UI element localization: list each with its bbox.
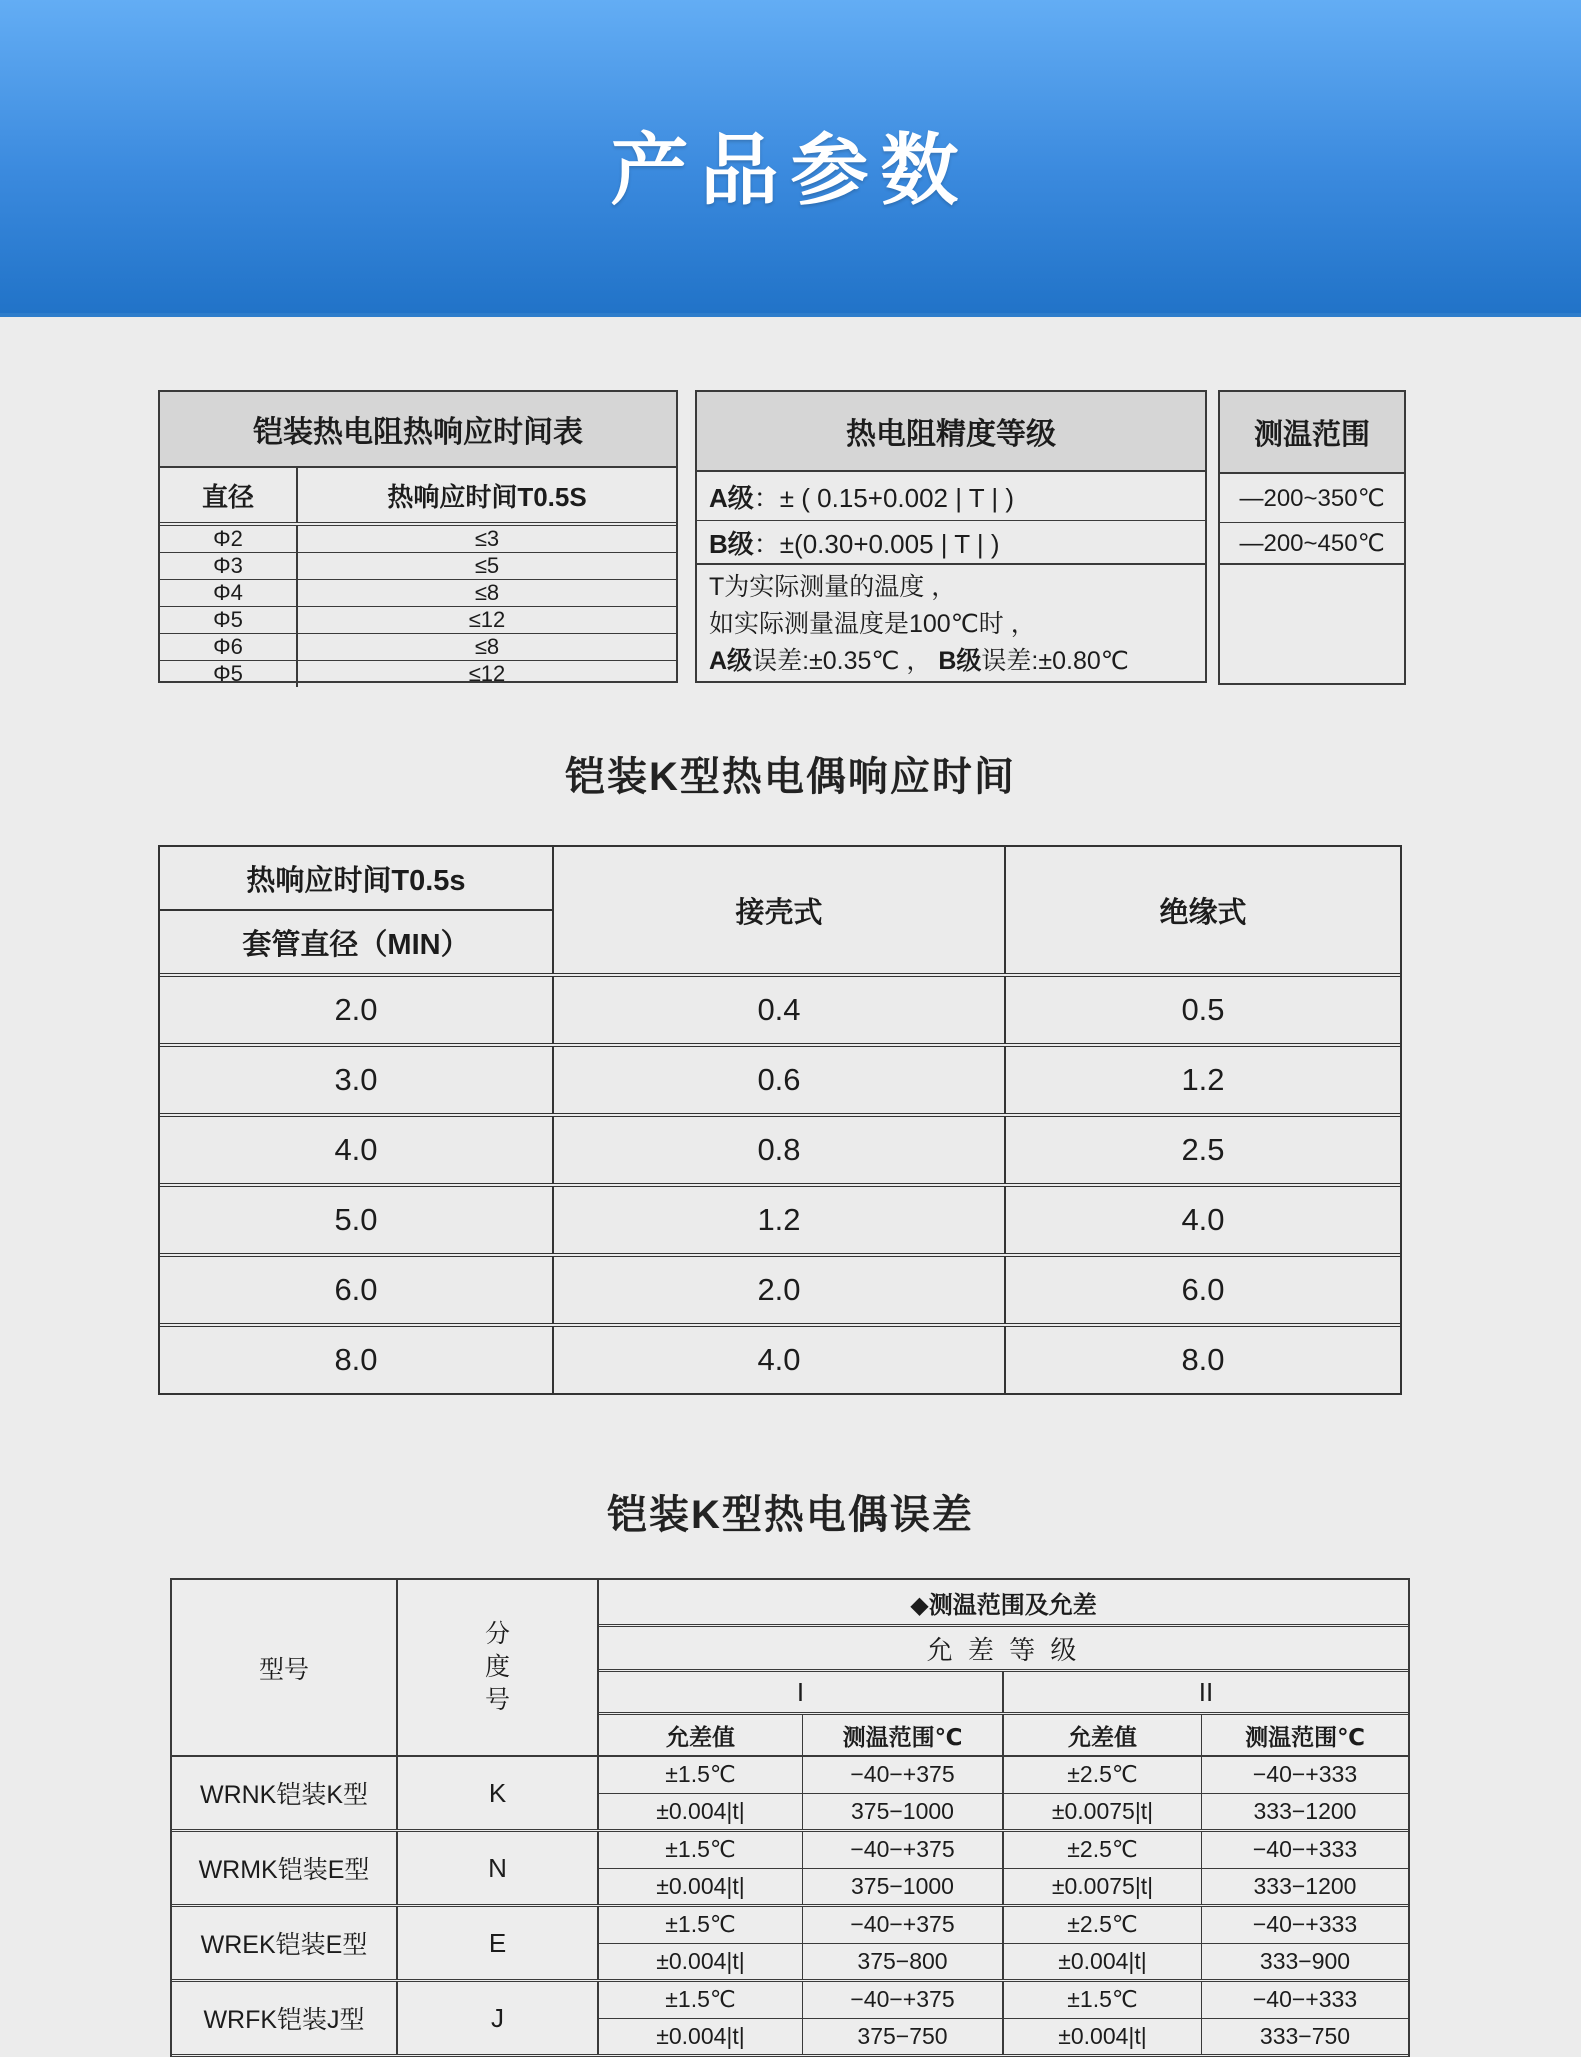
rtd-table-body xyxy=(160,526,676,687)
cell-diameter: Φ6 xyxy=(160,634,298,660)
grade-a-row xyxy=(697,472,1205,521)
k-error-section-title: 铠装K型热电偶误差 xyxy=(607,1493,974,1537)
table-row xyxy=(160,553,676,580)
cell-insulated: 6.0 xyxy=(1181,1272,1225,1307)
cell-diameter: 4.0 xyxy=(160,1117,554,1183)
cell-time: ≤12 xyxy=(468,661,506,686)
page-title: 产品参数 xyxy=(610,126,971,214)
rtd-response-time-table xyxy=(158,390,678,686)
cell-insulated: 1.2 xyxy=(1181,1062,1225,1097)
cell-graduation-code: N xyxy=(398,1832,599,1904)
col-header-shell-type: 接壳式 xyxy=(554,847,1006,973)
cell-diameter: 6.0 xyxy=(160,1257,554,1323)
cell-time: ≤8 xyxy=(474,634,500,659)
accuracy-table-title: 热电阻精度等级 xyxy=(697,392,1205,472)
k-error-table xyxy=(170,1578,1410,2057)
col-header-sheath-diameter: 套管直径（MIN） xyxy=(242,928,470,961)
cell-time: ≤5 xyxy=(474,553,500,578)
col-header-response-time: 热响应时间T0.5S xyxy=(387,481,587,512)
header-tolerance-grade: 允 差 等 级 xyxy=(599,1627,1408,1672)
table-row-wrmk xyxy=(172,1832,1408,1907)
cell-insulated: 4.0 xyxy=(1181,1202,1225,1237)
k-table-header xyxy=(160,847,1400,977)
cell-values xyxy=(599,1757,1408,1829)
header-grade-row xyxy=(599,1672,1408,1715)
cell-diameter: 2.0 xyxy=(160,977,554,1043)
table-row xyxy=(160,526,676,553)
value-line: ±0.004|t| 375−750 ±0.004|t| 333−750 xyxy=(599,2019,1408,2055)
cell-diameter: 8.0 xyxy=(160,1327,554,1393)
cell-values xyxy=(599,1832,1408,1904)
cell-graduation-code: K xyxy=(398,1757,599,1829)
k-table-body xyxy=(160,977,1400,1393)
k-error-header xyxy=(172,1580,1408,1757)
cell-shell: 4.0 xyxy=(554,1327,1006,1393)
subcol-tolerance-2: 允差值 xyxy=(1004,1715,1202,1755)
range-row-2: —200~450℃ xyxy=(1220,523,1404,565)
page-header-banner xyxy=(0,0,1581,317)
table-row xyxy=(160,1187,1400,1257)
grade-a-value: ：± ( 0.15+0.002 | T | ) xyxy=(753,482,1015,513)
cell-diameter: 3.0 xyxy=(160,1047,554,1113)
header-subcolumns-row xyxy=(599,1715,1408,1755)
value-line: ±0.004|t| 375−800 ±0.004|t| 333−900 xyxy=(599,1944,1408,1980)
value-line: ±1.5℃ −40−+375 ±2.5℃ −40−+333 xyxy=(599,1832,1408,1869)
cell-insulated: 2.5 xyxy=(1181,1132,1225,1167)
temperature-range-table xyxy=(1218,390,1406,685)
col-header-diameter: 直径 xyxy=(160,468,298,522)
col-header-model: 型号 xyxy=(172,1580,398,1755)
cell-diameter: Φ2 xyxy=(160,526,298,552)
range-row-1: —200~350℃ xyxy=(1220,474,1404,523)
k-response-time-table xyxy=(158,845,1402,1395)
grade-2-label: II xyxy=(1198,1676,1214,1707)
cell-time: ≤3 xyxy=(474,526,500,551)
cell-model: WRMK铠装E型 xyxy=(172,1832,398,1904)
subcol-range-1: 测温范围℃ xyxy=(803,1715,1004,1755)
value-line: ±1.5℃ −40−+375 ±1.5℃ −40−+333 xyxy=(599,1982,1408,2019)
cell-diameter: Φ3 xyxy=(160,553,298,579)
grade-a-label: A级 xyxy=(709,482,754,513)
cell-insulated: 0.5 xyxy=(1181,992,1225,1027)
grade-b-value: ：±(0.30+0.005 | T | ) xyxy=(753,528,1000,559)
cell-shell: 2.0 xyxy=(554,1257,1006,1323)
cell-insulated: 8.0 xyxy=(1181,1342,1225,1377)
table-row xyxy=(160,977,1400,1047)
table-row xyxy=(160,580,676,607)
accuracy-notes xyxy=(697,565,1205,681)
k-response-section-title: 铠装K型热电偶响应时间 xyxy=(565,755,1016,799)
cell-model: WRFK铠装J型 xyxy=(172,1982,398,2054)
cell-values xyxy=(599,1982,1408,2054)
col-header-response-time: 热响应时间T0.5s xyxy=(160,847,552,911)
col-header-graduation: 分 度 号 xyxy=(398,1580,599,1755)
cell-shell: 0.8 xyxy=(554,1117,1006,1183)
table-row-wrnk xyxy=(172,1757,1408,1832)
table-row xyxy=(160,661,676,687)
cell-diameter: Φ4 xyxy=(160,580,298,606)
col-header-insulated-type: 绝缘式 xyxy=(1159,896,1247,929)
grade-b-row xyxy=(697,521,1205,565)
cell-shell: 1.2 xyxy=(554,1187,1006,1253)
range-empty-row xyxy=(1220,565,1404,683)
value-line: ±0.004|t| 375−1000 ±0.0075|t| 333−1200 xyxy=(599,1869,1408,1905)
note-line-2: 如实际测量温度是100℃时 ， xyxy=(709,610,1036,638)
cell-time: ≤12 xyxy=(468,607,506,632)
grade-1-label: I xyxy=(599,1672,1004,1712)
cell-diameter: 5.0 xyxy=(160,1187,554,1253)
table-row-wrek xyxy=(172,1907,1408,1982)
cell-diameter: Φ5 xyxy=(160,607,298,633)
k-error-header-right xyxy=(599,1580,1408,1755)
table-row-wrfk xyxy=(172,1982,1408,2057)
table-row xyxy=(160,634,676,661)
subcol-range-2: 测温范围℃ xyxy=(1245,1723,1365,1750)
cell-model: WREK铠装E型 xyxy=(172,1907,398,1979)
grade-b-label: B级 xyxy=(709,528,754,559)
value-line: ±1.5℃ −40−+375 ±2.5℃ −40−+333 xyxy=(599,1907,1408,1944)
rtd-table-header-row xyxy=(160,468,676,526)
table-row xyxy=(160,1047,1400,1117)
table-row xyxy=(160,1117,1400,1187)
header-range-and-tolerance: ◆测温范围及允差 xyxy=(599,1580,1408,1627)
cell-model: WRNK铠装K型 xyxy=(172,1757,398,1829)
value-line: ±0.004|t| 375−1000 ±0.0075|t| 333−1200 xyxy=(599,1794,1408,1830)
note-line-1: T为实际测量的温度 ， xyxy=(709,573,957,601)
value-line: ±1.5℃ −40−+375 ±2.5℃ −40−+333 xyxy=(599,1757,1408,1794)
cell-values xyxy=(599,1907,1408,1979)
cell-shell: 0.6 xyxy=(554,1047,1006,1113)
rtd-accuracy-grade-table xyxy=(695,390,1207,683)
range-table-title: 测温范围 xyxy=(1220,392,1404,474)
k-header-left xyxy=(160,847,554,973)
subcol-tolerance-1: 允差值 xyxy=(599,1715,803,1755)
table-row xyxy=(160,1257,1400,1327)
rtd-table-title: 铠装热电阻热响应时间表 xyxy=(160,392,676,468)
cell-diameter: Φ5 xyxy=(160,661,298,687)
note-line-3: A级误差:±0.35℃ ， B级误差:±0.80℃ xyxy=(709,647,1129,675)
cell-time: ≤8 xyxy=(474,580,500,605)
table-row xyxy=(160,607,676,634)
cell-shell: 0.4 xyxy=(554,977,1006,1043)
cell-graduation-code: E xyxy=(398,1907,599,1979)
cell-graduation-code: J xyxy=(398,1982,599,2054)
table-row xyxy=(160,1327,1400,1393)
